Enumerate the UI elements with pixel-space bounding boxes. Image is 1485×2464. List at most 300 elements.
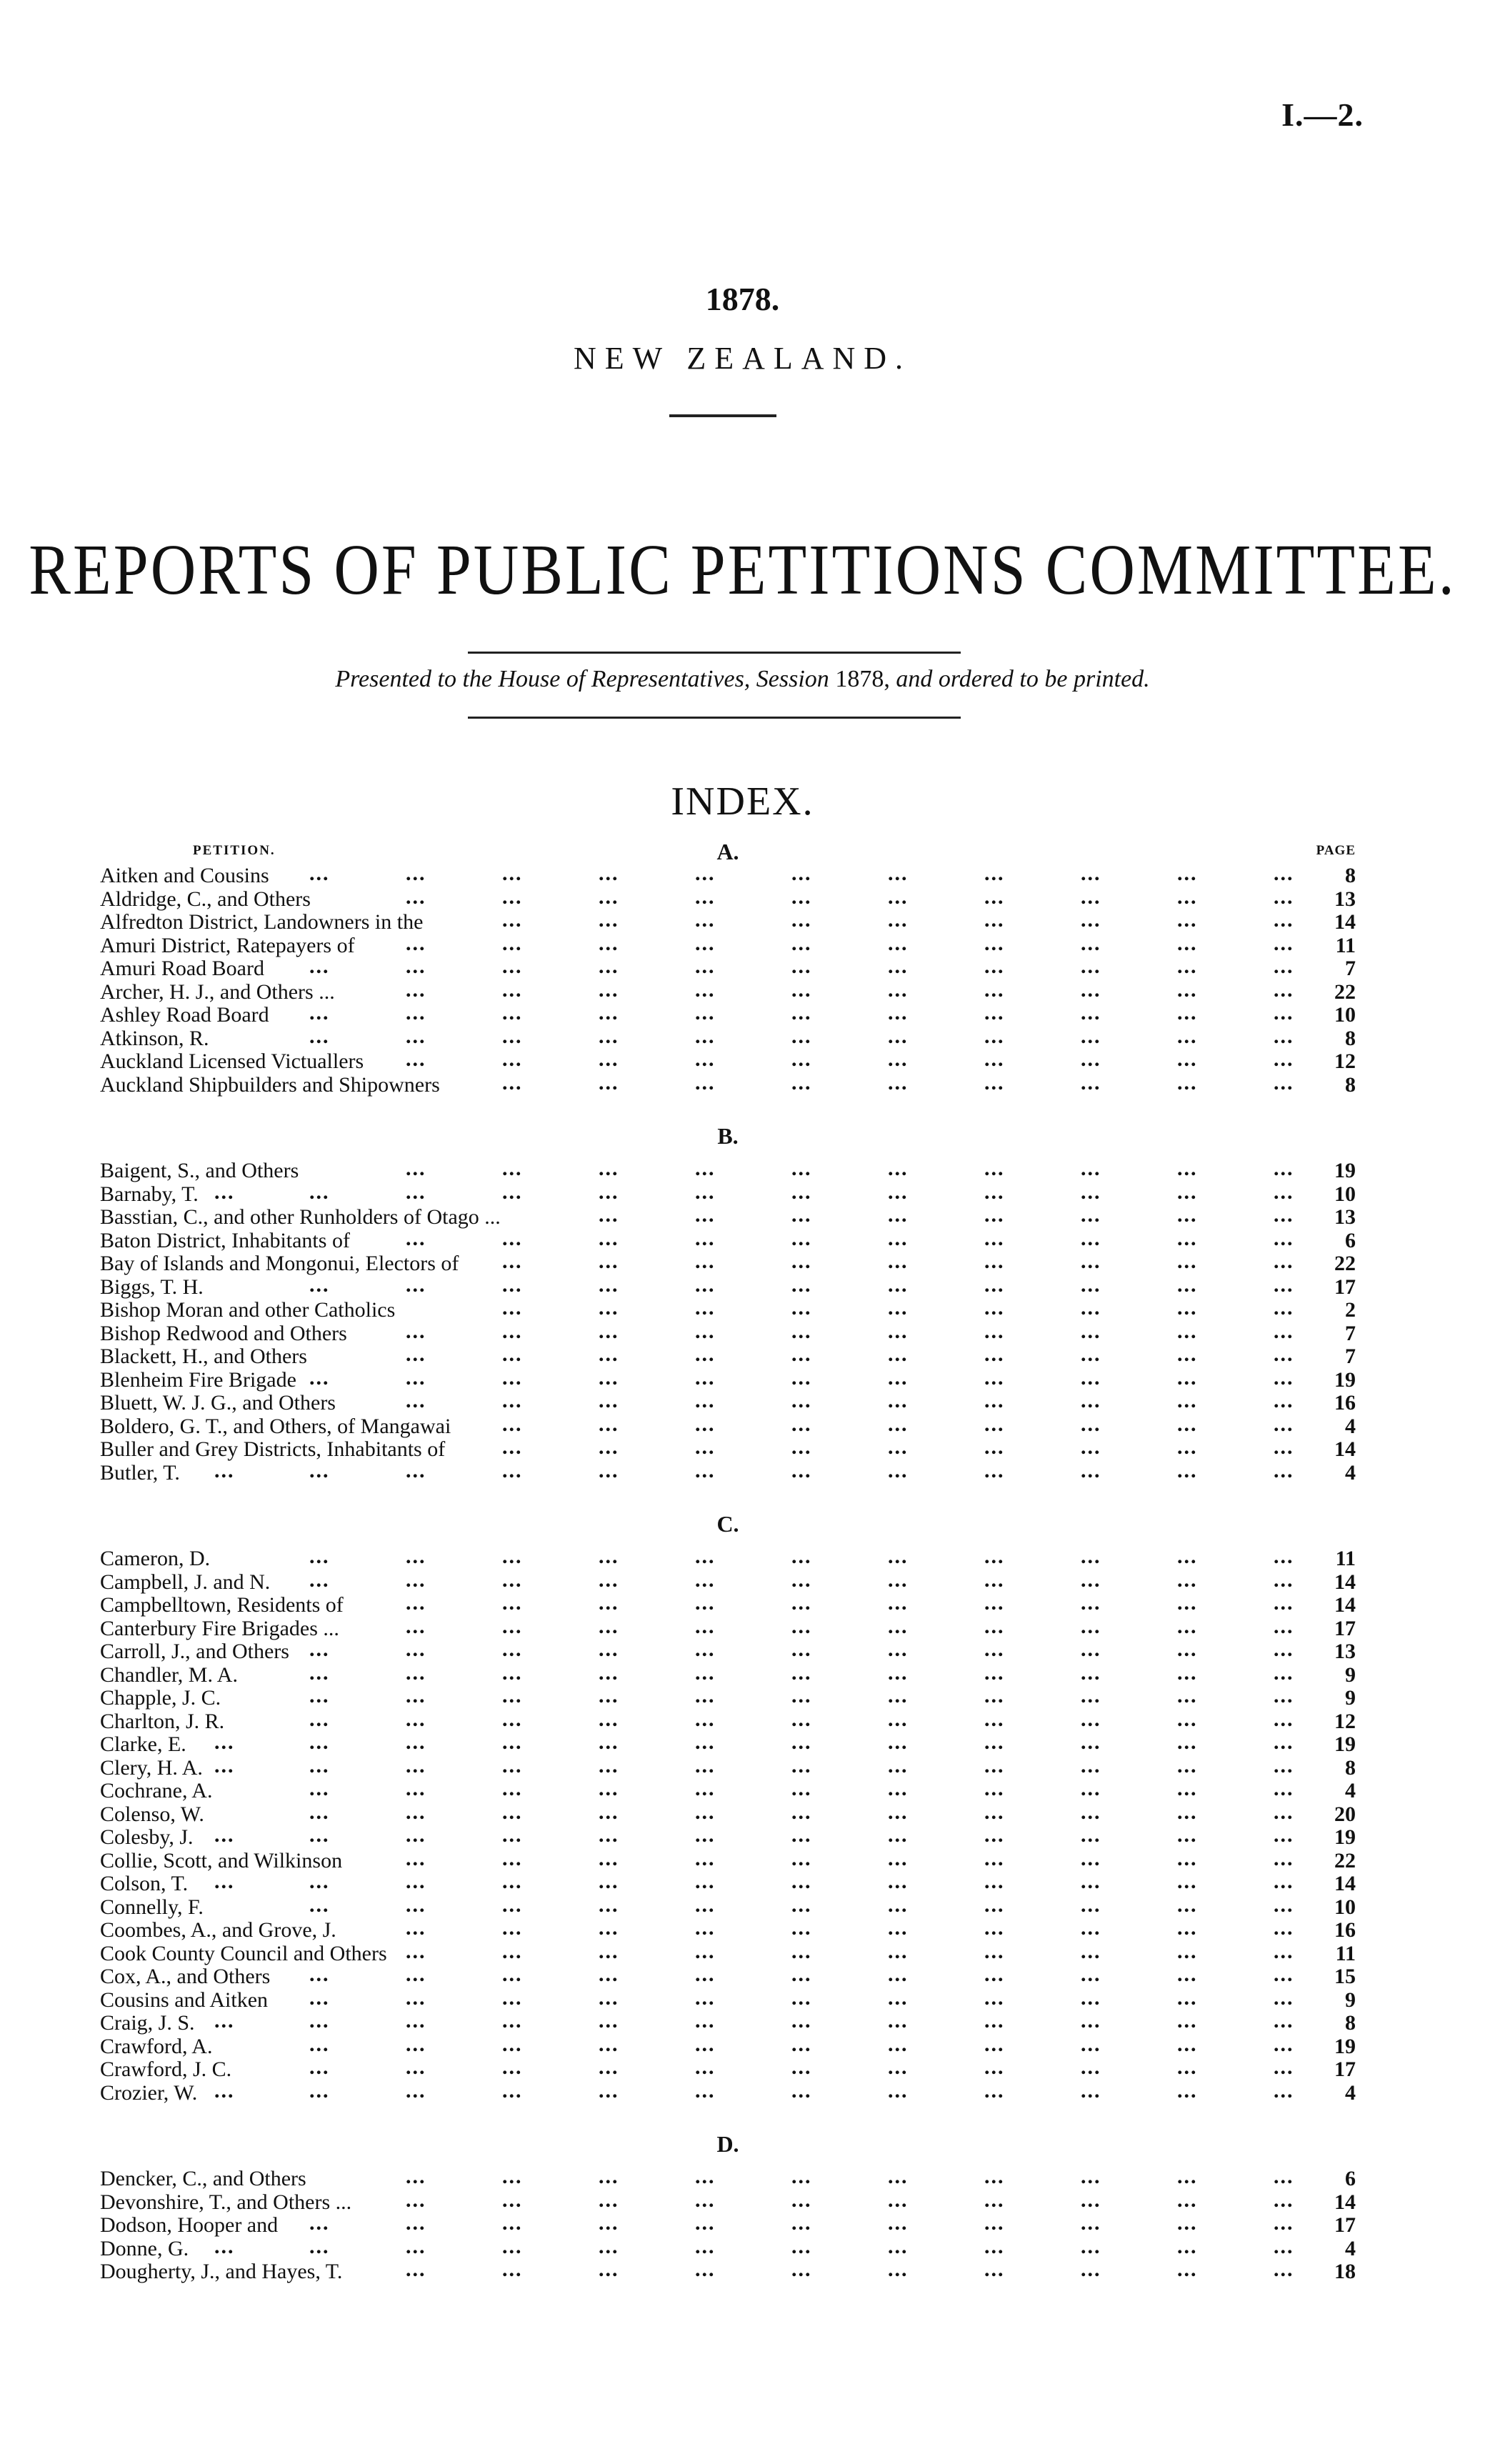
leader-dot: ...: [1274, 1319, 1294, 1343]
leader-dot: ...: [791, 2009, 812, 2032]
entry-name: Amuri Road Board: [100, 957, 264, 980]
leader-dot: ...: [599, 1846, 619, 1870]
leader-dot: ...: [309, 1545, 330, 1568]
leader-dot: ...: [1274, 1365, 1294, 1390]
leader-dot: ...: [406, 1730, 426, 1754]
index-entry: [100, 2260, 1356, 2284]
leader-dot: ...: [1081, 2055, 1101, 2079]
leader-dot: ...: [599, 1637, 619, 1661]
leader-dot: ...: [406, 1319, 426, 1343]
leader-dot: ...: [502, 2188, 523, 2212]
index-entry: [100, 2055, 1356, 2082]
index-entry: [100, 2165, 1356, 2191]
leader-dot: ...: [1081, 2258, 1101, 2281]
leader-dot: ...: [791, 1179, 812, 1204]
index-entry: [100, 1319, 1356, 1346]
leader-dot: ...: [695, 1730, 716, 1754]
index-entry: [100, 1024, 1356, 1051]
leader-dot: ...: [984, 1250, 1005, 1273]
leader-dot: ...: [888, 1660, 909, 1685]
index-entry: [100, 1001, 1356, 1027]
leader-dots: [100, 1460, 1356, 1482]
index-section: [100, 2105, 1356, 2284]
leader-dot: ...: [1081, 2078, 1101, 2103]
leader-dot: ...: [1274, 1272, 1294, 1297]
leader-dot: ...: [1274, 1250, 1294, 1273]
leader-dot: ...: [309, 1660, 330, 1685]
leader-dot: ...: [599, 1753, 619, 1777]
leader-dot: ...: [1274, 1458, 1294, 1482]
leader-dot: ...: [888, 2211, 909, 2235]
leader-dot: ...: [1081, 1614, 1101, 1638]
leader-dot: ...: [406, 1226, 426, 1250]
leader-dot: ...: [406, 1800, 426, 1824]
index-entry: [100, 1614, 1356, 1641]
entry-page-number: 16: [1334, 1918, 1356, 1942]
leader-dot: ...: [1081, 1870, 1101, 1893]
leader-dot: ...: [791, 1458, 812, 1482]
leader-dot: ...: [695, 1707, 716, 1731]
entry-name: Clery, H. A.: [100, 1755, 203, 1780]
entry-page-number: 8: [1345, 1755, 1356, 1780]
leader-dot: ...: [1177, 1846, 1198, 1870]
leader-dots: [100, 2212, 1356, 2235]
leader-dot: ...: [888, 1024, 909, 1048]
leader-dot: ...: [1081, 1179, 1101, 1204]
leader-dot: ...: [599, 1047, 619, 1071]
leader-dot: ...: [888, 1296, 909, 1320]
entry-page-number: 15: [1334, 1965, 1356, 1988]
leader-dot: ...: [1177, 1567, 1198, 1592]
leader-dot: ...: [984, 2009, 1005, 2032]
leader-dot: ...: [599, 908, 619, 932]
entry-name: Amuri District, Ratepayers of: [100, 933, 355, 957]
leader-dot: ...: [309, 2009, 330, 2032]
leader-dot: ...: [984, 1458, 1005, 1482]
entry-name: Donne, G.: [100, 2236, 189, 2260]
leader-dot: ...: [984, 1730, 1005, 1754]
leader-dot: ...: [1177, 1684, 1198, 1707]
leader-dot: ...: [599, 1730, 619, 1754]
leader-dot: ...: [599, 1179, 619, 1204]
leader-dot: ...: [1081, 1916, 1101, 1940]
leader-dot: ...: [1274, 1823, 1294, 1847]
leader-dot: ...: [1177, 1707, 1198, 1731]
leader-dot: ...: [406, 2211, 426, 2235]
leader-dot: ...: [502, 1296, 523, 1320]
leader-dot: ...: [599, 1250, 619, 1273]
leader-dot: ...: [1177, 1296, 1198, 1320]
leader-dots: [100, 1824, 1356, 1847]
leader-dot: ...: [888, 1179, 909, 1204]
leader-dot: ...: [984, 2078, 1005, 2103]
leader-dot: ...: [695, 1157, 716, 1180]
index-entry: [100, 1365, 1356, 1392]
leader-dot: ...: [406, 1846, 426, 1870]
leader-dot: ...: [984, 1157, 1005, 1180]
leader-dot: ...: [309, 1730, 330, 1754]
leader-dot: ...: [309, 1567, 330, 1592]
entry-name: Alfredton District, Landowners in the: [100, 910, 424, 934]
leader-dot: ...: [599, 1800, 619, 1824]
leader-dot: ...: [888, 2009, 909, 2032]
leader-dot: ...: [214, 1179, 235, 1204]
leader-dots: [100, 1274, 1356, 1297]
leader-dot: ...: [888, 2165, 909, 2188]
leader-dot: ...: [406, 1342, 426, 1366]
entry-page-number: 12: [1334, 1049, 1356, 1073]
entry-name: Canterbury Fire Brigades ...: [100, 1616, 339, 1640]
leader-dot: ...: [791, 2258, 812, 2281]
index-entry: [100, 1872, 1356, 1896]
leader-dot: ...: [502, 862, 523, 885]
leader-dot: ...: [599, 931, 619, 955]
leader-dot: ...: [502, 2078, 523, 2103]
index-entry: [100, 1660, 1356, 1687]
leader-dot: ...: [984, 1962, 1005, 1986]
leader-dots: [100, 1963, 1356, 1986]
leader-dot: ...: [406, 1365, 426, 1390]
leader-dot: ...: [791, 1660, 812, 1685]
entry-name: Aitken and Cousins: [100, 864, 269, 887]
leader-dot: ...: [791, 1342, 812, 1366]
leader-dot: ...: [1177, 1047, 1198, 1071]
index-entry: [100, 2234, 1356, 2261]
leader-dot: ...: [309, 1024, 330, 1048]
leader-dot: ...: [1177, 1892, 1198, 1917]
leader-dot: ...: [406, 2055, 426, 2079]
leader-dot: ...: [984, 2165, 1005, 2188]
leader-dot: ...: [888, 2078, 909, 2103]
index-entry: [100, 1939, 1356, 1966]
leader-dot: ...: [888, 1412, 909, 1436]
leader-dot: ...: [1177, 1070, 1198, 1094]
entry-name: Cameron, D.: [100, 1547, 211, 1570]
index-entry: [100, 1070, 1356, 1097]
leader-dot: ...: [1177, 2055, 1198, 2079]
leader-dot: ...: [791, 1985, 812, 2010]
leader-dot: ...: [502, 1985, 523, 2010]
leader-dot: ...: [1274, 1545, 1294, 1568]
leader-dot: ...: [888, 1272, 909, 1297]
entry-page-number: 19: [1334, 2034, 1356, 2058]
leader-dot: ...: [1274, 1435, 1294, 1459]
leader-dot: ...: [984, 1916, 1005, 1940]
leader-dot: ...: [502, 1614, 523, 1638]
leader-dot: ...: [1177, 1916, 1198, 1940]
leader-dot: ...: [1274, 2211, 1294, 2235]
leader-dot: ...: [791, 1939, 812, 1963]
leader-dots: [100, 1025, 1356, 1048]
leader-dot: ...: [791, 1296, 812, 1320]
leader-dot: ...: [599, 1777, 619, 1800]
leader-dot: ...: [406, 1684, 426, 1707]
leader-dot: ...: [599, 1823, 619, 1847]
leader-dot: ...: [502, 1567, 523, 1592]
index-entry: [100, 1707, 1356, 1734]
leader-dot: ...: [502, 1892, 523, 1917]
entry-name: Dencker, C., and Others: [100, 2167, 306, 2190]
leader-dot: ...: [791, 954, 812, 978]
leader-dot: ...: [888, 2258, 909, 2281]
entry-page-number: 9: [1345, 1686, 1356, 1710]
leader-dot: ...: [1177, 2258, 1198, 2281]
leader-dot: ...: [406, 862, 426, 885]
entry-page-number: 8: [1345, 2011, 1356, 2035]
leader-dot: ...: [1274, 1846, 1294, 1870]
leader-dot: ...: [984, 2188, 1005, 2212]
leader-dot: ...: [1274, 1730, 1294, 1754]
leader-dot: ...: [406, 1272, 426, 1297]
leader-dot: ...: [502, 1707, 523, 1731]
entry-name: Chapple, J. C.: [100, 1686, 221, 1710]
index-entry: [100, 1567, 1356, 1595]
leader-dot: ...: [406, 1157, 426, 1180]
leader-dot: ...: [214, 1458, 235, 1482]
leader-dots: [100, 1048, 1356, 1071]
leader-dot: ...: [1274, 1001, 1294, 1024]
entry-name: Cox, A., and Others: [100, 1965, 271, 1988]
entry-page-number: 9: [1345, 1987, 1356, 2012]
leader-dot: ...: [599, 1272, 619, 1297]
leader-dot: ...: [1177, 884, 1198, 909]
leader-dot: ...: [888, 862, 909, 885]
index-section: [100, 864, 1356, 1097]
leader-dot: ...: [888, 1567, 909, 1592]
entry-page-number: 19: [1334, 1732, 1356, 1756]
leader-dot: ...: [309, 2211, 330, 2235]
leader-dot: ...: [1081, 1272, 1101, 1297]
leader-dot: ...: [1274, 2009, 1294, 2032]
leader-dot: ...: [1177, 1545, 1198, 1568]
leader-dot: ...: [695, 1591, 716, 1615]
index-entry: [100, 977, 1356, 1004]
leader-dot: ...: [599, 1567, 619, 1592]
entry-page-number: 8: [1345, 1072, 1356, 1097]
leader-dots: [100, 2056, 1356, 2079]
leader-dot: ...: [984, 1800, 1005, 1824]
leader-dot: ...: [1274, 1226, 1294, 1250]
leader-dot: ...: [502, 1001, 523, 1024]
leader-dot: ...: [214, 2234, 235, 2258]
leader-dot: ...: [1177, 862, 1198, 885]
leader-dot: ...: [1274, 1962, 1294, 1986]
leader-dots: [100, 1592, 1356, 1615]
year-heading: 1878.: [705, 281, 780, 317]
leader-dot: ...: [502, 1962, 523, 1986]
leader-dot: ...: [791, 1435, 812, 1459]
leader-dots: [100, 1227, 1356, 1250]
leader-dot: ...: [791, 1707, 812, 1731]
entry-name: Crawford, J. C.: [100, 2058, 232, 2081]
leader-dot: ...: [791, 1319, 812, 1343]
leader-dot: ...: [1177, 931, 1198, 955]
leader-dot: ...: [1274, 862, 1294, 885]
leader-dot: ...: [984, 884, 1005, 909]
entry-page-number: 4: [1345, 2080, 1356, 2105]
leader-dot: ...: [599, 1614, 619, 1638]
leader-dot: ...: [1081, 1823, 1101, 1847]
leader-dots: [100, 2189, 1356, 2212]
leader-dot: ...: [599, 1684, 619, 1707]
leader-dot: ...: [1081, 1296, 1101, 1320]
leader-dot: ...: [695, 1777, 716, 1800]
leader-dot: ...: [984, 1567, 1005, 1592]
index-entry: [100, 1684, 1356, 1710]
leader-dot: ...: [1274, 1939, 1294, 1963]
leader-dot: ...: [502, 1226, 523, 1250]
leader-dot: ...: [1081, 1365, 1101, 1390]
leader-dot: ...: [1081, 1435, 1101, 1459]
leader-dot: ...: [599, 1157, 619, 1180]
leader-dot: ...: [984, 1203, 1005, 1227]
leader-dot: ...: [309, 1458, 330, 1482]
leader-dots: [100, 2165, 1356, 2188]
leader-dot: ...: [695, 1916, 716, 1940]
leader-dot: ...: [502, 1870, 523, 1893]
leader-dot: ...: [1177, 1985, 1198, 2010]
leader-dot: ...: [1081, 977, 1101, 1002]
leader-dot: ...: [695, 1823, 716, 1847]
leader-dot: ...: [599, 1319, 619, 1343]
entry-name: Collie, Scott, and Wilkinson: [100, 1848, 343, 1872]
leader-dot: ...: [1081, 1567, 1101, 1592]
leader-dot: ...: [309, 2078, 330, 2103]
leader-dot: ...: [1274, 1777, 1294, 1800]
entry-page-number: 18: [1334, 2260, 1356, 2283]
leader-dot: ...: [791, 908, 812, 932]
leader-dot: ...: [1177, 1157, 1198, 1180]
leader-dots: [100, 2080, 1356, 2103]
leader-dot: ...: [309, 1985, 330, 2010]
leader-dot: ...: [1177, 1753, 1198, 1777]
leader-dot: ...: [1274, 1985, 1294, 2010]
leader-dot: ...: [1081, 884, 1101, 909]
leader-dot: ...: [984, 1684, 1005, 1707]
entry-name: Baigent, S., and Others: [100, 1159, 299, 1182]
leader-dot: ...: [984, 908, 1005, 932]
entry-name: Connelly, F.: [100, 1895, 204, 1919]
entry-name: Carroll, J., and Others: [100, 1640, 289, 1663]
leader-dot: ...: [791, 1846, 812, 1870]
leader-dot: ...: [791, 2055, 812, 2079]
leader-dot: ...: [406, 2258, 426, 2281]
leader-dot: ...: [1177, 1660, 1198, 1685]
entry-name: Basstian, C., and other Runholders of Otago ...: [100, 1205, 501, 1229]
entry-page-number: 11: [1335, 933, 1356, 957]
leader-dot: ...: [599, 1342, 619, 1366]
leader-dot: ...: [599, 1660, 619, 1685]
leader-dot: ...: [695, 1614, 716, 1638]
leader-dot: ...: [695, 2258, 716, 2281]
entry-page-number: 9: [1345, 1662, 1356, 1687]
page-title: REPORTS OF PUBLIC PETITIONS COMMITTEE.: [29, 530, 1456, 610]
leader-dots: [100, 1157, 1356, 1180]
leader-dot: ...: [888, 1637, 909, 1661]
entry-name: Aldridge, C., and Others: [100, 887, 311, 911]
entry-page-number: 14: [1334, 1570, 1356, 1594]
leader-dot: ...: [1081, 1730, 1101, 1754]
leader-dot: ...: [695, 1319, 716, 1343]
leader-dot: ...: [888, 1435, 909, 1459]
section-gap: [100, 1097, 1356, 1112]
presented-line: [0, 666, 1485, 693]
leader-dot: ...: [502, 1070, 523, 1094]
leader-dot: ...: [1081, 1458, 1101, 1482]
leader-dot: ...: [1177, 977, 1198, 1002]
leader-dot: ...: [984, 2211, 1005, 2235]
leader-dot: ...: [984, 1070, 1005, 1094]
leader-dot: ...: [214, 1753, 235, 1777]
leader-dot: ...: [1274, 1800, 1294, 1824]
leader-dot: ...: [791, 1684, 812, 1707]
leader-dot: ...: [695, 1637, 716, 1661]
leader-dot: ...: [984, 1939, 1005, 1963]
entry-name: Bluett, W. J. G., and Others: [100, 1391, 336, 1415]
leader-dot: ...: [1177, 1458, 1198, 1482]
leader-dot: ...: [1177, 1823, 1198, 1847]
leader-dot: ...: [1177, 2211, 1198, 2235]
entry-name: Auckland Shipbuilders and Shipowners: [100, 1072, 440, 1097]
leader-dot: ...: [502, 1342, 523, 1366]
leader-dot: ...: [1274, 1684, 1294, 1707]
leader-dot: ...: [1177, 1203, 1198, 1227]
entry-name: Buller and Grey Districts, Inhabitants of: [100, 1437, 446, 1461]
leader-dot: ...: [214, 1870, 235, 1893]
leader-dots: [100, 1297, 1356, 1320]
leader-dot: ...: [599, 1296, 619, 1320]
leader-dot: ...: [695, 2009, 716, 2032]
leader-dot: ...: [1081, 2234, 1101, 2258]
leader-dot: ...: [1177, 1637, 1198, 1661]
index-entry: [100, 2211, 1356, 2238]
leader-dot: ...: [791, 884, 812, 909]
leader-dot: ...: [791, 1389, 812, 1412]
leader-dot: ...: [695, 1545, 716, 1568]
entry-name: Ashley Road Board: [100, 1003, 269, 1027]
leader-dot: ...: [1177, 1179, 1198, 1204]
leader-dot: ...: [406, 1637, 426, 1661]
leader-dot: ...: [1274, 2188, 1294, 2212]
index-entry: [100, 2032, 1356, 2059]
leader-dot: ...: [888, 2032, 909, 2056]
index-entry: [100, 1435, 1356, 1462]
entry-page-number: 19: [1334, 1159, 1356, 1182]
leader-dot: ...: [1274, 1024, 1294, 1048]
leader-dot: ...: [599, 1916, 619, 1940]
leader-dot: ...: [791, 1157, 812, 1180]
leader-dot: ...: [984, 1342, 1005, 1366]
leader-dot: ...: [695, 1047, 716, 1071]
leader-dot: ...: [791, 1272, 812, 1297]
index-entry: [100, 1047, 1356, 1074]
leader-dot: ...: [1177, 1272, 1198, 1297]
leader-dot: ...: [888, 2188, 909, 2212]
entry-name: Devonshire, T., and Others ...: [100, 2190, 352, 2214]
leader-dot: ...: [502, 1753, 523, 1777]
leader-dot: ...: [984, 1319, 1005, 1343]
leader-dot: ...: [984, 1870, 1005, 1893]
leader-dots: [100, 909, 1356, 932]
leader-dot: ...: [695, 1070, 716, 1094]
divider-short: [669, 414, 776, 417]
leader-dot: ...: [502, 1591, 523, 1615]
leader-dot: ...: [695, 1296, 716, 1320]
index-entry: [100, 1458, 1356, 1485]
entry-page-number: 14: [1334, 1437, 1356, 1461]
leader-dot: ...: [502, 1684, 523, 1707]
leader-dot: ...: [406, 2032, 426, 2056]
